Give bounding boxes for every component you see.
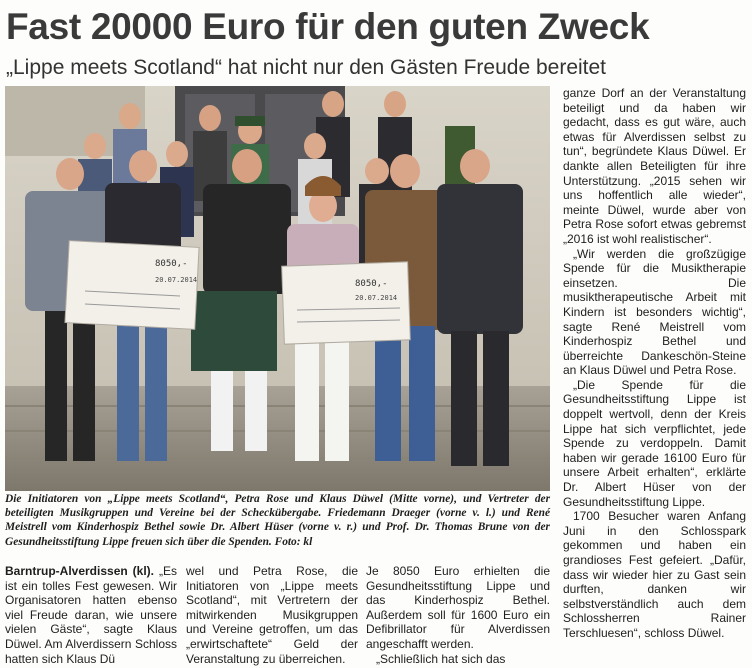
cheque-right-amount: 8050,- [355,279,388,289]
cheque-left-amount: 8050,- [155,259,188,269]
subheadline: „Lippe meets Scotland“ hat nicht nur den Gästen Freude bereitet [6,56,607,79]
cheque-left [65,241,199,330]
group-photo-illustration [5,86,550,491]
kilt [191,291,277,371]
article-column-2 [186,564,358,666]
article-column-4 [563,86,746,641]
cheque-left-date: 20.07.2014 [155,276,198,284]
column-4-paragraph: „Wir werden die großzügige Spende für die Musiktherapie einsetzen. Die musiktherapeutische Arbeit mit Kindern ist besonders wichtig“, sagte René Meistrell vom Kinderhospiz Bethel und überreichte Dankeschön-Steine an Klaus Düwel und Petra Rose. [563,246,746,378]
column-4-paragraph: ganze Dorf an der Veranstaltung beteiligt und da haben wir gedacht, dass es gut wäre, auch etwas für Alverdissen selbst zu tun“, begründete Klaus Düwel. Er dankte allen Beteiligten für ihre Unterstützung. „2015 sehen wir uns hoffentlich alle wieder“, meinte Düwel, wurde aber von Petra Rose sofort etwas gebremst „2016 ist wohl realistischer“. [563,86,746,246]
column-4-paragraph: 1700 Besucher waren Anfang Juni in den Schlosspark gekommen und haben ein grandioses Fest gefeiert. „Dafür, dass wir wieder hier zu Gast sein durften, danken wir selbstverständlich auch dem Schlossherren Rainer Terschluesen“, schloss Düwel. [563,509,746,640]
photo-caption: Die Initiatoren von „Lippe meets Scotland“, Petra Rose und Klaus Düwel (Mitte vorne), und Vertreter der beteiligten Musikgruppen und Vereine bei der Scheckübergabe. Friedemann Draeger (vorne v. l.) und René Meistrell vom Kinderhospiz Bethel sowie Dr. Albert Hüser (vorne v. r.) und Prof. Dr. Thomas Brune von der Gesundheitsstiftung Lippe freuen sich über die Spenden. Foto: kl [5,493,550,548]
column-3-paragraph: Je 8050 Euro erhielten die Gesundheitsstiftung Lippe und das Kinderhospiz Bethel. Außerdem soll für 1600 Euro ein Defibrillator für Alverdissen angeschafft werden. [366,564,550,651]
cheque-right-date: 20.07.2014 [355,294,398,302]
column-1-text: „Es ist ein tolles Fest gewesen. Wir Organisatoren hatten ebenso viel Freude daran, wie unsere vielen Gäste“, sagte Klaus Düwel. Am Alverdissern Schloss hatten sich Klaus Dü [5,564,177,666]
dateline: Barntrup-Alverdissen (kl). [5,564,155,578]
article-column-3 [366,564,550,666]
column-4-paragraph: „Die Spende für die Gesundheitsstiftung Lippe ist doppelt wertvoll, denn der Kreis Lippe hat sich verpflichtet, jede Spende zu verdoppeln. Damit haben wir gerade 16100 Euro für unsere Arbeit erhalten“, erklärte Dr. Albert Hüser von der Gesundheitsstiftung Lippe. [563,377,746,509]
article-column-1 [5,564,177,666]
group-photo [5,86,550,491]
headline: Fast 20000 Euro für den guten Zweck [6,6,650,47]
cheque-right [282,262,411,344]
column-2-text: wel und Petra Rose, die Initiatoren von „Lippe meets Scotland“, mit Vertretern der mitwirkenden Musikgruppen und Vereine getroffen, um das „erwirtschaftete“ Geld der Veranstaltung zu überreichen. [186,564,358,666]
column-3-paragraph: „Schließlich hat sich das [376,651,506,666]
